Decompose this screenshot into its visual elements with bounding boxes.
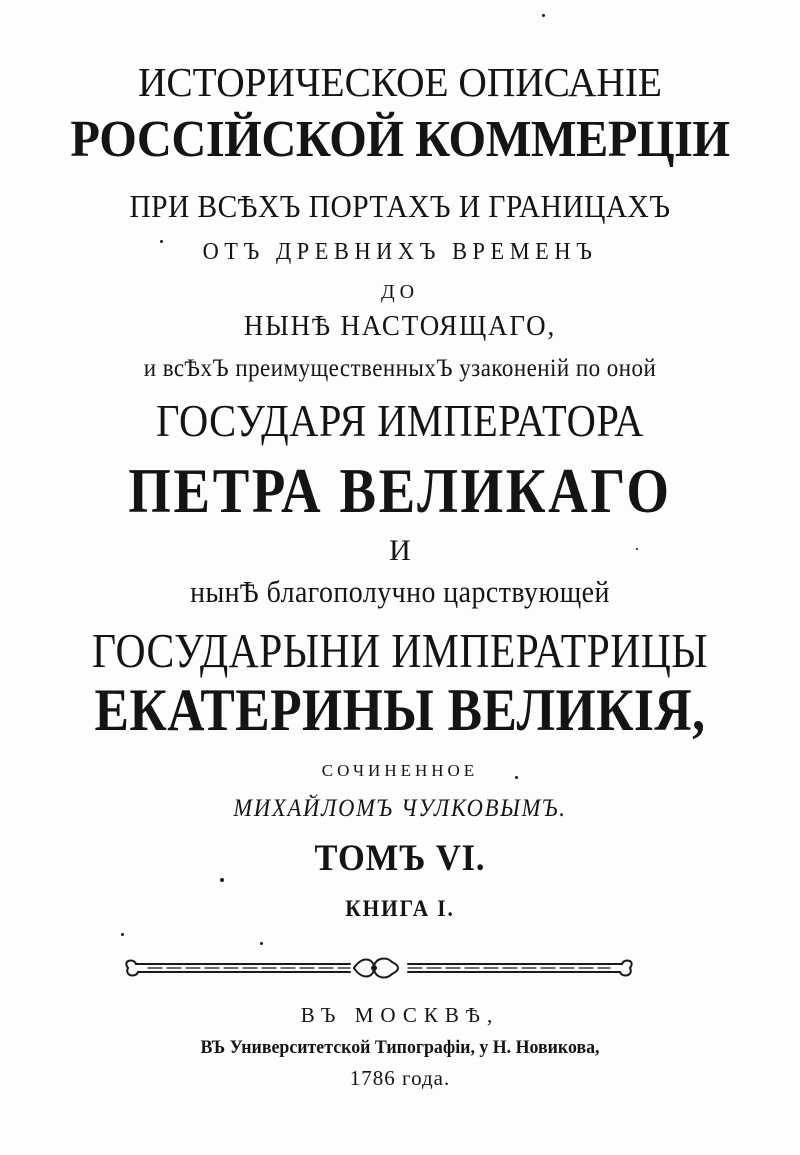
volume-tome: ТОМЪ VI. (314, 838, 486, 879)
subtitle-from: ОТЪ ДРЕВНИХЪ ВРЕМЕНЪ (202, 239, 598, 265)
subtitle-to: ДО (380, 281, 420, 303)
ink-speck (636, 548, 638, 550)
subtitle-laws: и всѢхЪ преимущественныхЪ узаконеній по оной (143, 355, 657, 382)
ink-speck (260, 942, 263, 945)
ink-speck (542, 14, 545, 17)
author-name: МИХАЙЛОМЪ ЧУЛКОВЫМЪ. (233, 795, 567, 822)
ink-speck (160, 240, 163, 243)
dedication-sovereign-empress: ГОСУДАРЫНИ ИМПЕРАТРИЦЫ (91, 623, 709, 678)
title-line-1: ИСТОРИЧЕСКОЕ ОПИСАНІЕ (138, 59, 662, 105)
imprint-year: 1786 года. (349, 1066, 451, 1090)
ink-speck (121, 933, 124, 936)
dedication-peter: ПЕТРА ВЕЛИКАГО (128, 456, 672, 526)
subtitle-present: НЫНѢ НАСТОЯЩАГО, (243, 310, 557, 342)
dedication-reigning: нынѢ благополучно царствующей (190, 574, 610, 609)
volume-book: КНИГА I. (345, 896, 455, 921)
composed-label: СОЧИНЕННОЕ (321, 761, 479, 780)
ink-speck (220, 878, 224, 882)
imprint-city: ВЪ МОСКВѢ, (300, 1003, 500, 1027)
imprint-press: ВЪ Университетской Типографіи, у Н. Новикова, (200, 1037, 600, 1058)
ink-speck (515, 776, 518, 779)
dedication-and: И (389, 534, 411, 567)
dedication-catherine: ЕКАТЕРИНЫ ВЕЛИКІЯ, (94, 677, 706, 743)
title-line-3: ПРИ ВСѢХЪ ПОРТАХЪ И ГРАНИЦАХЪ (129, 188, 671, 224)
title-line-2: РОССІЙСКОЙ КОММЕРЦІИ (70, 111, 730, 168)
dedication-sovereign-emperor: ГОСУДАРЯ ИМПЕРАТОРА (156, 395, 644, 446)
ornamental-rule (118, 954, 640, 982)
